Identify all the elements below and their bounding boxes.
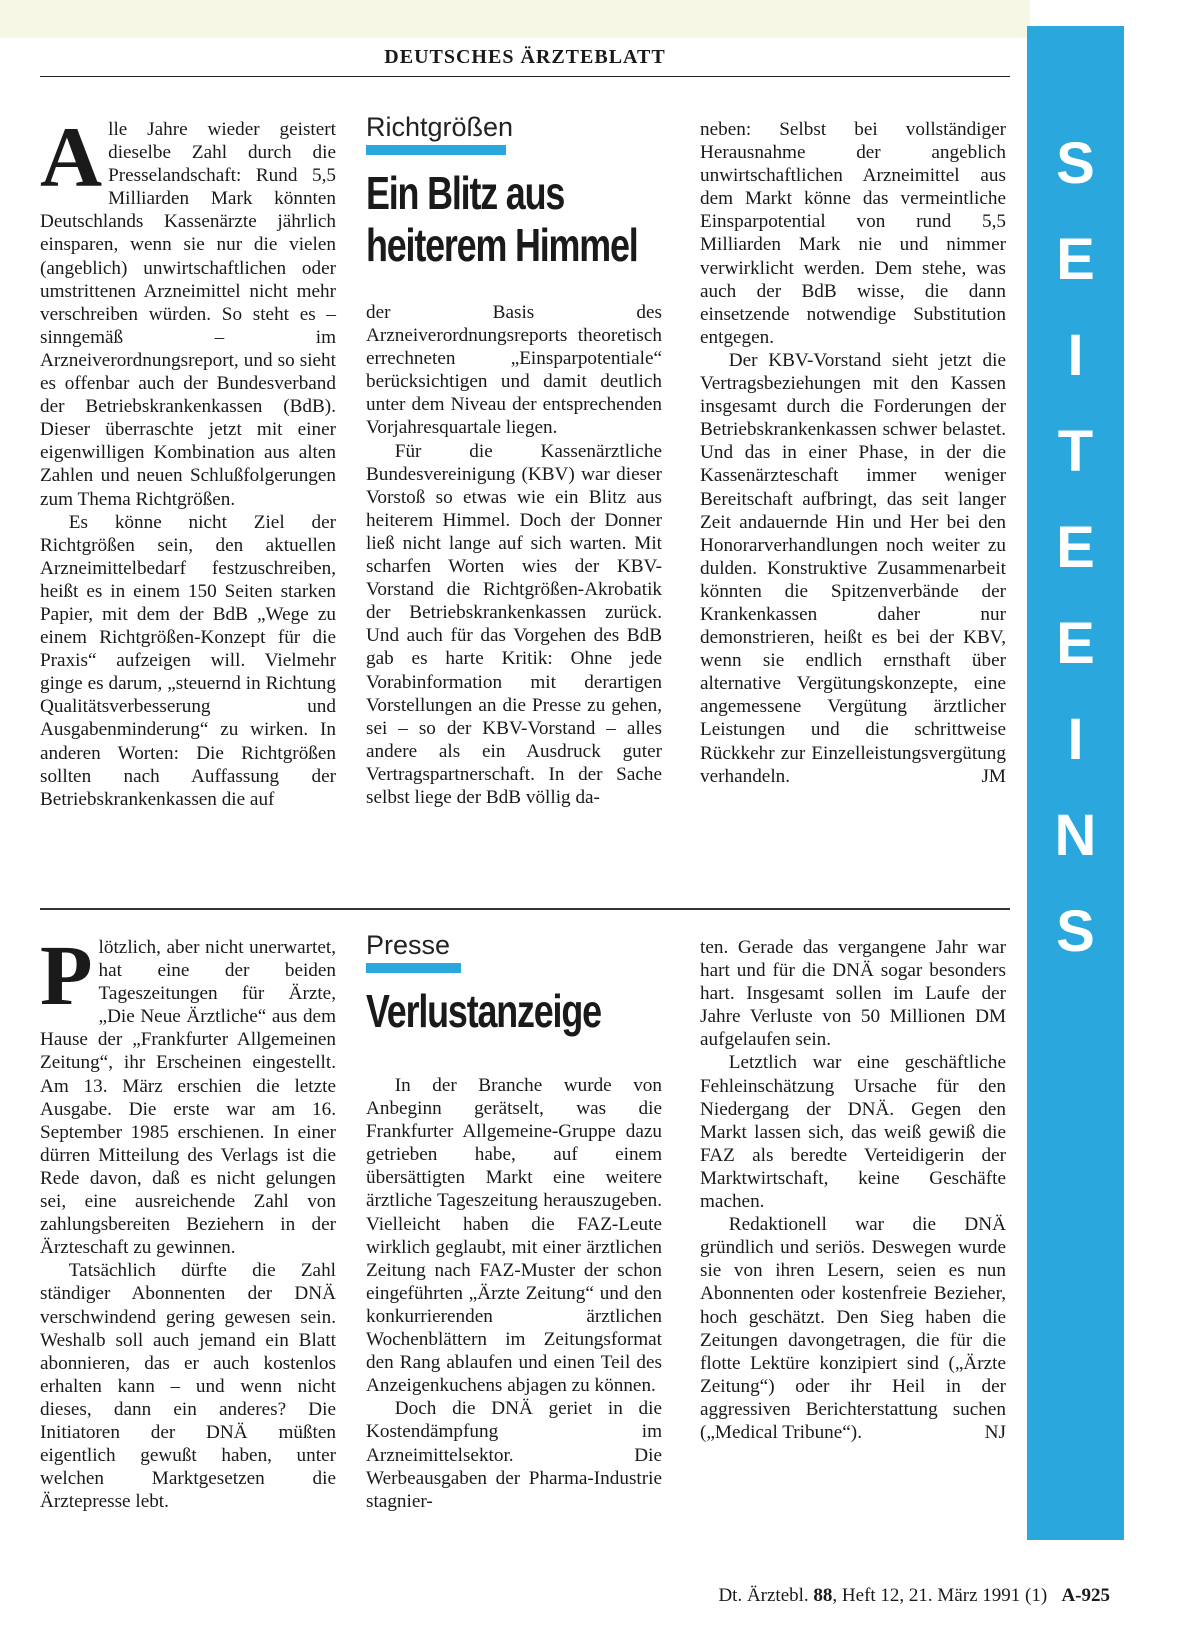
article2-paragraph: ten. Gerade das vergangene Jahr war hart und für die DNÄ sogar besonders hart. Insgesamt sollen im Laufe der Jahre Verluste von 50 Millionen DM aufgelaufen sein. — [700, 937, 1006, 1051]
sidebar-letter: S — [1056, 899, 1095, 964]
article1-kicker: Richtgrößen — [366, 112, 514, 142]
seite-eins-sidebar — [1027, 26, 1124, 1540]
article2-headline: Verlustanzeige — [366, 985, 601, 1037]
kicker-bar — [366, 963, 461, 973]
article2-paragraph: In der Branche wurde von Anbeginn gerätselt, was die Frankfurter Allgemeine-Gruppe dazu getrieben habe, auf einem übersättigten Markt eine weitere ärztliche Tageszeitung herauszugeben. Vielleicht haben die FAZ-Leute wirklich geglaubt, mit einer ärztlichen Zeitung nach FAZ-Muster der schon eingeführten „Ärzte Zeitung“ und den konkurrierenden ärztlichen Wochenblättern im Zeitungsformat den Rang ablaufen und einen Teil des Anzeigenkuchens abjagen zu können. — [366, 1075, 662, 1397]
article1-paragraph: neben: Selbst bei vollständiger Herausnahme der angeblich unwirtschaftlichen Arzneimittel aus dem Markt könne das vermeintliche Einsparpotential von rund 5,5 Milliarden Mark nie und nimmer verwirklicht werden. Dem stehe, was auch der BdB wisse, die dann einsetzende notwendige Substitution entgegen. — [700, 119, 1006, 348]
article2-paragraph: Tatsächlich dürfte die Zahl ständiger Abonnenten der DNÄ verschwindend gering gewesen sein. Weshalb soll auch jemand ein Blatt abonnieren, das er auch kostenlos erhalten kann – und wenn nicht dieses, dann ein anderes? Die Initiatoren der DNÄ müßten eigentlich gewußt haben, unter welchen Marktgesetzen die Ärztepresse lebt. — [40, 1260, 336, 1513]
signature: NJ — [984, 1421, 1006, 1443]
masthead: DEUTSCHES ÄRZTEBLATT — [384, 46, 666, 68]
sidebar-letter: E — [1056, 515, 1095, 580]
article2-paragraph: Letztlich war eine geschäftliche Fehleinschätzung Ursache für den Niedergang der DNÄ. Gegen den Markt lassen sich, das weiß gewiß die FAZ als beredte Verteidigerin der Marktwirtschaft, keine Geschäfte machen. — [700, 1052, 1006, 1213]
kicker-bar — [366, 145, 506, 155]
page-footer — [640, 1585, 1110, 1607]
article2-kicker: Presse — [366, 930, 451, 960]
sidebar-letter: E — [1056, 227, 1095, 292]
masthead-rule — [40, 76, 1010, 77]
footer-issue: , Heft 12, 21. März 1991 (1) — [832, 1585, 1048, 1606]
footer-journal: Dt. Ärztebl. — [718, 1585, 809, 1606]
scan-edge — [0, 0, 1030, 38]
article1-heading — [366, 112, 676, 271]
article2-paragraph: Redaktionell war die DNÄ gründlich und seriös. Deswegen wurde sie von ihren Lesern, seien es nun Abonnenten oder kostenfreie Bezieher, hoch geschätzt. Den Sieg haben die Zeitungen davongetragen, die für die flotte Lektüre konzipiert sind („Ärzte Zeitung“) oder ihr Heil in der aggressiven Berichterstattung suchen („Medical Tribune“). NJ — [700, 1214, 1006, 1443]
article1-column3 — [700, 118, 1006, 788]
article1-paragraph: der Basis des Arzneiverordnungsreports theoretisch errechneten „Einsparpotentiale“ berücksichtigen und damit deutlich unter dem Niveau der entsprechenden Vorjahresquartale liegen. — [366, 302, 662, 439]
signature: JM — [981, 765, 1006, 787]
dropcap: P — [40, 927, 93, 1023]
sidebar-letter: N — [1054, 803, 1097, 868]
sidebar-letter: E — [1056, 611, 1095, 676]
article2-paragraph: Plötzlich, aber nicht unerwartet, hat eine der beiden Tageszeitungen für Ärzte, „Die Neue Ärztliche“ aus dem Hause der „Frankfurter Allgemeinen Zeitung“, ihr Erscheinen eingestellt. Am 13. März erschien die letzte Ausgabe. Die erste war am 16. September 1985 erschienen. In einer dürren Mitteilung des Verlags ist die Rede davon, daß es nicht gelungen sei, eine ausreichende Zahl von zahlungsbereiten Beziehern in der Ärzteschaft zu gewinnen. — [40, 927, 336, 1259]
article1-paragraph: Es könne nicht Ziel der Richtgrößen sein, den aktuellen Arzneimittelbedarf festzuschreiben, heißt es in einem 150 Seiten starken Papier, mit dem der BdB „Wege zu einem Richtgrößen-Konzept für die Praxis“ aufzeigen will. Vielmehr ginge es darum, „steuernd in Richtung Qualitätsverbesserung und Ausgabenminderung“ zu wirken. In anderen Worten: Die Richtgrößen sollten nach Auffassung der Betriebskrankenkassen die auf — [40, 511, 336, 810]
article1-paragraph: Für die Kassenärztliche Bundesvereinigung (KBV) war dieser Vorstoß so etwas wie ein Blitz aus heiterem Himmel. Doch der Donner ließ nicht lange auf sich warten. Mit scharfen Worten wies der KBV-Vorstand die Richtgrößen-Akrobatik der Betriebskrankenkassen zurück. Und auch für das Vorgehen des BdB gab es harte Kritik: Ohne jede Vorabinformation mit derartigen Vorstellungen an die Presse zu gehen, sei – so der KBV-Vorstand – alles andere als ein Ausdruck guter Vertragspartnerschaft. In der Sache selbst liege der BdB völlig da- — [366, 440, 662, 808]
sidebar-letter: I — [1067, 707, 1084, 772]
article1-headline: Ein Blitz aus heiterem Himmel — [366, 167, 638, 271]
article2-paragraph: Doch die DNÄ geriet in die Kostendämpfung im Arzneimittelsektor. Die Werbeausgaben der Pharma-Industrie stagnier- — [366, 1398, 662, 1512]
sidebar-letter: I — [1067, 323, 1084, 388]
page-number: A-925 — [1061, 1585, 1110, 1606]
article2-column2 — [366, 1074, 662, 1513]
article1-column1 — [40, 109, 336, 811]
sidebar-letter: T — [1057, 419, 1094, 484]
footer-volume: 88 — [813, 1585, 833, 1606]
article2-column1 — [40, 927, 336, 1513]
dropcap: A — [40, 109, 103, 205]
article1-paragraph: Alle Jahre wieder geistert dieselbe Zahl durch die Presselandschaft: Rund 5,5 Milliarden Mark könnten Deutschlands Kassenärzte jährlich einsparen, wenn sie nur die vielen (angeblich) unwirtschaftlichen oder umstrittenen Arzneimittel nicht mehr verschreiben würden. So steht es – sinngemäß – im Arzneiverordnungsreport, und so sieht es offenbar auch der Bundesverband der Betriebskrankenkassen (BdB). Dieser überraschte jetzt mit einer eigenwilligen Kombination aus alten Zahlen und neuen Schlußfolgerungen zum Thema Richtgrößen. — [40, 109, 336, 510]
article2-column3 — [700, 936, 1006, 1444]
article-divider — [40, 908, 1010, 910]
sidebar-letter: S — [1056, 131, 1095, 196]
article2-heading — [366, 930, 676, 1037]
article1-column2 — [366, 301, 662, 809]
article1-paragraph: Der KBV-Vorstand sieht jetzt die Vertragsbeziehungen mit den Kassen insgesamt durch die Forderungen der Betriebskrankenkassen schwer belastet. Und das in einer Phase, in der die Kassenärzteschaft immer weniger Bereitschaft aufbringt, das seit langer Zeit andauernde Hin und Her bei den Honorarverhandlungen noch weiter zu dulden. Konstruktive Zusammenarbeit könnten die Spitzenverbände der Krankenkassen daher nur demonstrieren, heißt es bei der KBV, wenn sie endlich ernsthaft über alternative Vergütungskonzepte, eine angemessene Vergütung ärztlicher Leistungen und die schrittweise Rückkehr zur Einzelleistungsvergütung verhandeln. JM — [700, 349, 1006, 787]
